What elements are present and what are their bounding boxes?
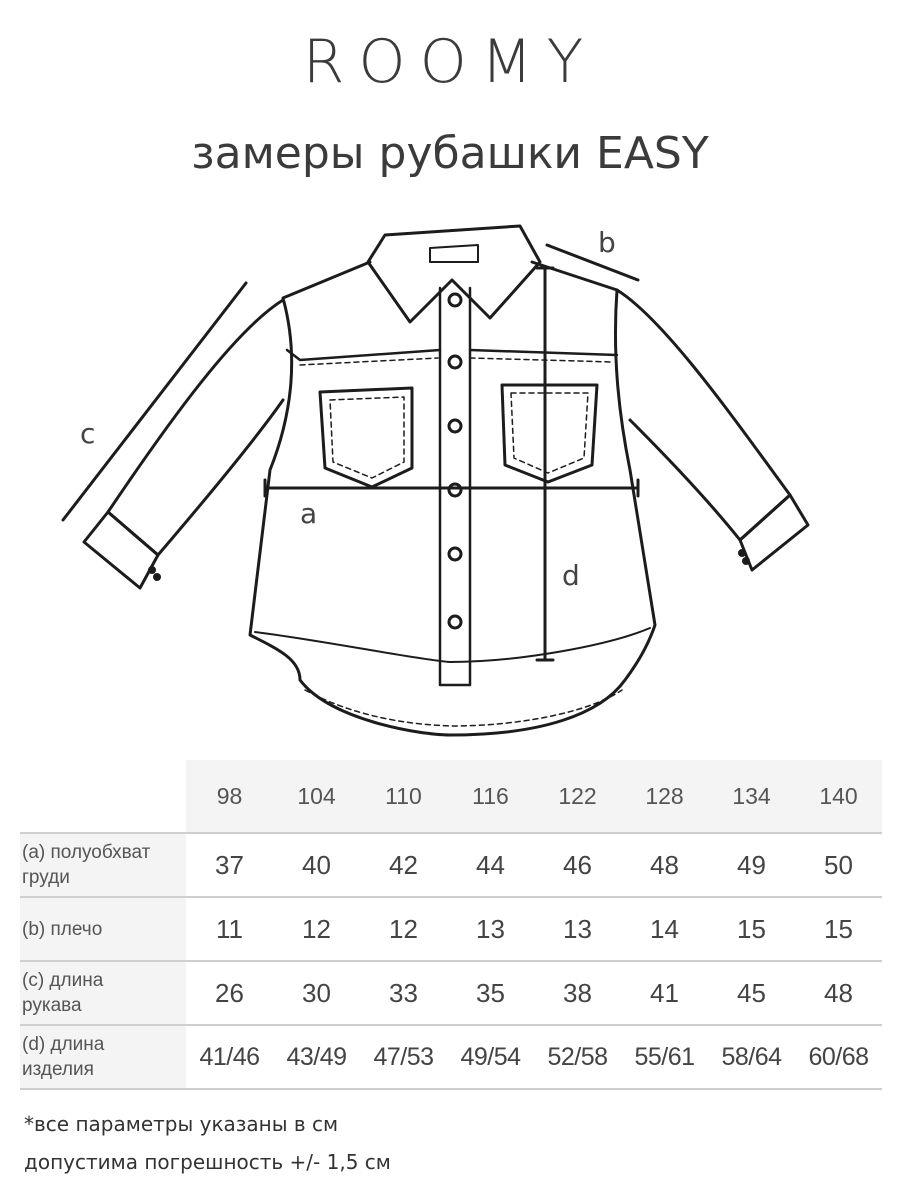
table-cell: 43/49 bbox=[273, 1025, 360, 1089]
table-cell: 12 bbox=[273, 897, 360, 961]
table-cell: 52/58 bbox=[534, 1025, 621, 1089]
button bbox=[449, 420, 461, 432]
right-cuff bbox=[740, 495, 808, 570]
table-row bbox=[20, 833, 882, 897]
table-cell: 48 bbox=[795, 961, 882, 1025]
note-tolerance: допустима погрешность +/- 1,5 см bbox=[24, 1150, 391, 1174]
table-cell: 40 bbox=[273, 833, 360, 897]
button bbox=[449, 616, 461, 628]
table-cell: 15 bbox=[795, 897, 882, 961]
table-cell: 42 bbox=[360, 833, 447, 897]
label-b: b bbox=[598, 226, 616, 259]
table-cell: 49 bbox=[708, 833, 795, 897]
size-header: 110 bbox=[360, 760, 447, 833]
collar bbox=[368, 226, 540, 322]
size-header: 122 bbox=[534, 760, 621, 833]
button bbox=[449, 484, 461, 496]
size-header: 98 bbox=[186, 760, 273, 833]
table-cell: 41 bbox=[621, 961, 708, 1025]
size-header: 116 bbox=[447, 760, 534, 833]
size-header: 140 bbox=[795, 760, 882, 833]
table-cell: 50 bbox=[795, 833, 882, 897]
table-row bbox=[20, 961, 882, 1025]
button bbox=[449, 548, 461, 560]
table-cell: 55/61 bbox=[621, 1025, 708, 1089]
table-cell: 44 bbox=[447, 833, 534, 897]
label-a: a bbox=[300, 497, 318, 530]
table-cell: 13 bbox=[447, 897, 534, 961]
button bbox=[449, 294, 461, 306]
button bbox=[449, 356, 461, 368]
table-cell: 58/64 bbox=[708, 1025, 795, 1089]
measure-b-line bbox=[547, 245, 638, 280]
row-label: (b) плечо bbox=[20, 897, 186, 961]
size-header: 128 bbox=[621, 760, 708, 833]
table-cell: 11 bbox=[186, 897, 273, 961]
table-cell: 15 bbox=[708, 897, 795, 961]
table-cell: 48 bbox=[621, 833, 708, 897]
page-title: замеры рубашки EASY bbox=[191, 128, 709, 179]
note-units: *все параметры указаны в см bbox=[24, 1112, 339, 1136]
row-label: (c) длина рукава bbox=[20, 961, 186, 1025]
table-cell: 41/46 bbox=[186, 1025, 273, 1089]
row-label: (a) полуобхват груди bbox=[20, 833, 186, 897]
size-header: 134 bbox=[708, 760, 795, 833]
table-cell: 14 bbox=[621, 897, 708, 961]
shirt-diagram bbox=[40, 210, 860, 750]
right-pocket bbox=[502, 385, 597, 482]
brand-logo: ROOMY bbox=[302, 27, 598, 97]
row-label: (d) длина изделия bbox=[20, 1025, 186, 1089]
table-row bbox=[20, 897, 882, 961]
table-cell: 60/68 bbox=[795, 1025, 882, 1089]
size-header: 104 bbox=[273, 760, 360, 833]
table-cell: 12 bbox=[360, 897, 447, 961]
table-cell: 30 bbox=[273, 961, 360, 1025]
table-cell: 46 bbox=[534, 833, 621, 897]
table-cell: 38 bbox=[534, 961, 621, 1025]
measure-d-line bbox=[537, 268, 553, 660]
label-c: c bbox=[80, 417, 96, 450]
left-pocket bbox=[320, 388, 412, 487]
table-cell: 45 bbox=[708, 961, 795, 1025]
table-cell: 37 bbox=[186, 833, 273, 897]
label-d: d bbox=[562, 559, 580, 592]
table-cell: 47/53 bbox=[360, 1025, 447, 1089]
size-header-row bbox=[20, 760, 882, 833]
table-cell: 13 bbox=[534, 897, 621, 961]
right-sleeve bbox=[617, 290, 790, 540]
table-row bbox=[20, 1025, 882, 1089]
table-cell: 33 bbox=[360, 961, 447, 1025]
table-cell: 26 bbox=[186, 961, 273, 1025]
size-table bbox=[20, 760, 882, 1090]
table-cell: 35 bbox=[447, 961, 534, 1025]
table-cell: 49/54 bbox=[447, 1025, 534, 1089]
left-cuff bbox=[84, 512, 158, 588]
